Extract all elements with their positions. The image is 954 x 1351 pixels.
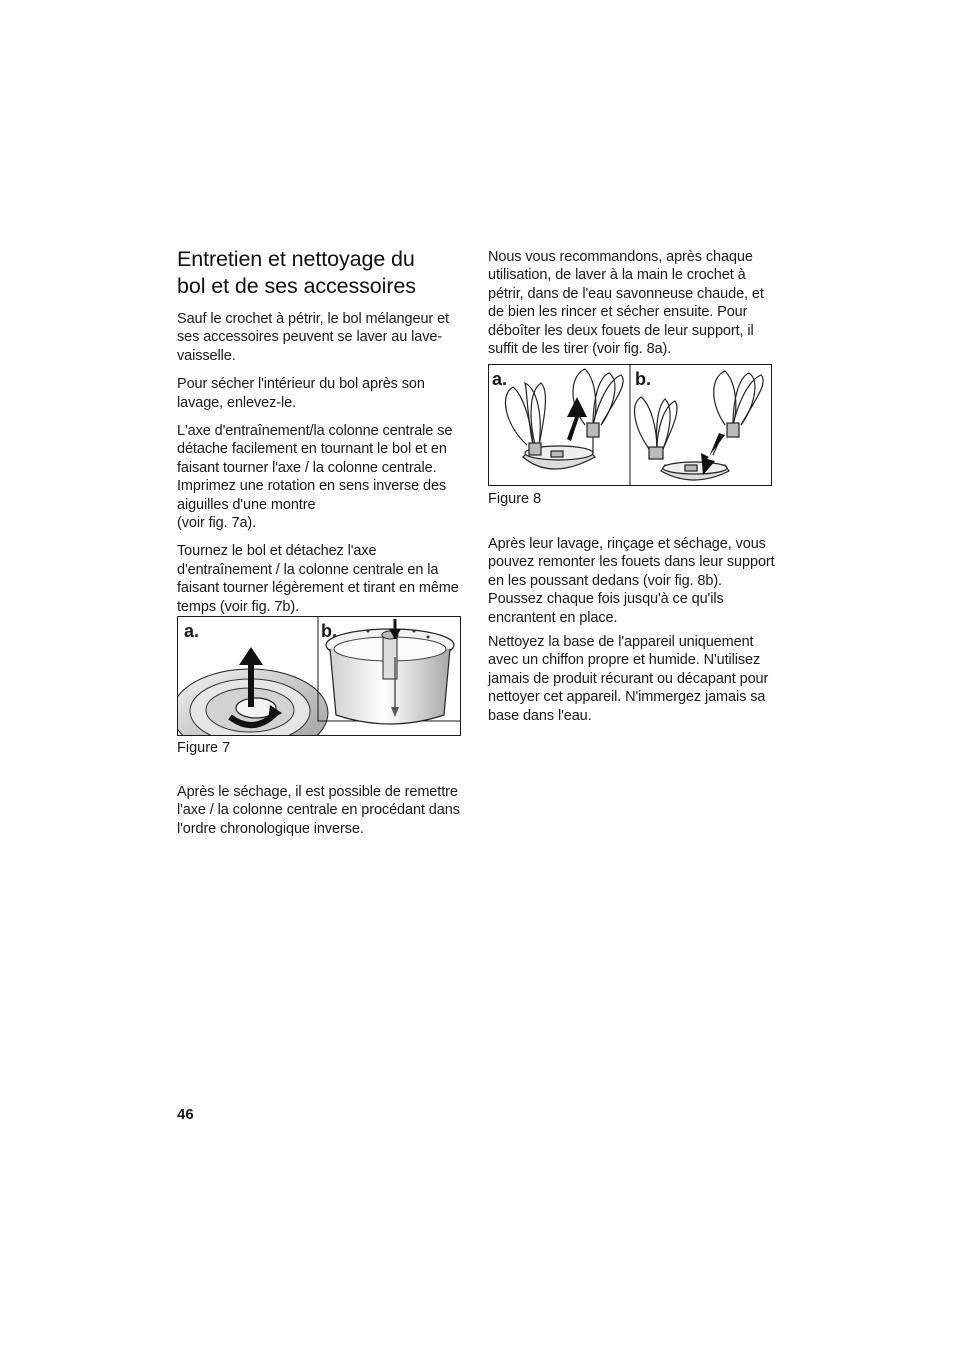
figure-7-illustration bbox=[178, 617, 460, 735]
paragraph-dishwasher: Sauf le crochet à pétrir, le bol mélangeur et ses accessoires peuvent se laver au lave-vaisselle. bbox=[177, 311, 449, 364]
figure-7-caption: Figure 7 bbox=[177, 740, 231, 756]
figure-8-label-b: b. bbox=[635, 369, 651, 389]
figure-8a-drawing bbox=[505, 369, 623, 469]
figure-7b-drawing bbox=[326, 619, 454, 724]
figure-7-label-a: a. bbox=[184, 621, 200, 641]
figure-8a-arrow bbox=[567, 397, 587, 441]
section-title-line2: bol et de ses accessoires bbox=[177, 274, 416, 298]
figure-8b-drawing bbox=[635, 371, 764, 480]
figure-8-label-a: a. bbox=[492, 369, 508, 389]
section-title bbox=[177, 246, 467, 300]
paragraph-reassemble-axis: Après le séchage, il est possible de remettre l'axe / la colonne centrale en procédant dans l'ordre chronologique inverse. bbox=[177, 784, 460, 837]
figure-8-caption: Figure 8 bbox=[488, 491, 542, 507]
left-column bbox=[177, 246, 467, 626]
page-number: 46 bbox=[177, 1106, 194, 1123]
figure-7a-drawing bbox=[178, 647, 328, 735]
figure-7 bbox=[177, 616, 461, 736]
paragraph-see-fig7a: (voir fig. 7a). bbox=[177, 515, 257, 532]
figure-7-label-b: b. bbox=[321, 621, 337, 641]
paragraph-drying: Pour sécher l'intérieur du bol après son lavage, enlevez-le. bbox=[177, 376, 425, 411]
paragraph-clean-base: Nettoyez la base de l'appareil uniquement avec un chiffon propre et humide. N'utilisez jamais de produit récurant ou décapant pour nettoyer cet appareil. N'immergez jamais sa base dans l'eau. bbox=[488, 634, 769, 724]
figure-8-illustration bbox=[489, 365, 771, 485]
paragraph-remount-whisks: Après leur lavage, rinçage et séchage, vous pouvez remonter les fouets dans leur support en les poussant dedans (voir fig. 8b). Poussez chaque fois jusqu'à ce qu'ils encrantent en place. bbox=[488, 536, 775, 626]
paragraph-turn-bowl: Tournez le bol et détachez l'axe d'entraînement / la colonne centrale en la faisant tourner légèrement et tirant en même temps (voir fig. 7b). bbox=[177, 543, 459, 615]
section-title-line1: Entretien et nettoyage du bbox=[177, 247, 415, 271]
figure-8 bbox=[488, 364, 772, 486]
paragraph-axis-detach: L'axe d'entraînement/la colonne centrale se détache facilement en tournant le bol et en faisant tourner l'axe / la colonne centrale. Imprimez une rotation en sens inverse des aiguilles d'une montre bbox=[177, 423, 453, 513]
paragraph-wash-hook: Nous vous recommandons, après chaque utilisation, de laver à la main le crochet à pétrir, dans de l'eau savonneuse chaude, et de bien les rincer et sécher ensuite. Pour déboîter les deux fouets de leur support, il suffit de les tirer (voir fig. 8a). bbox=[488, 249, 764, 358]
